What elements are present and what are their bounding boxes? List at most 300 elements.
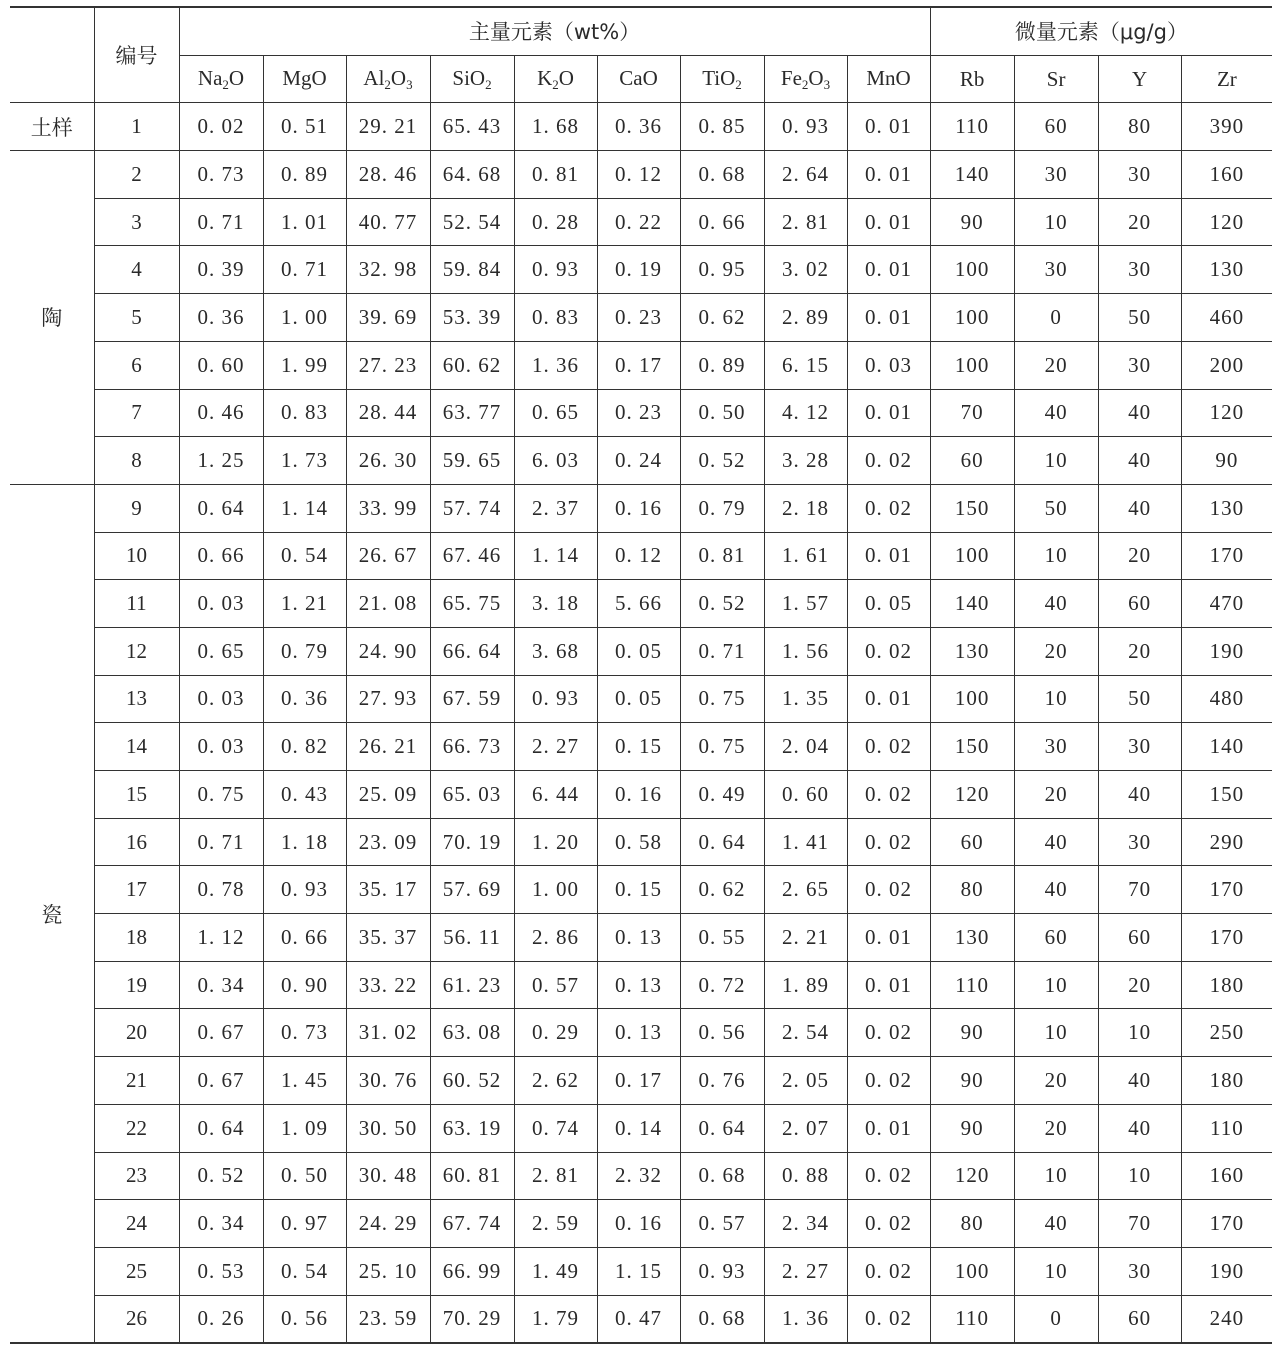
major-value-cell: 2. 21 — [764, 914, 847, 962]
major-value-cell: 0. 93 — [764, 103, 847, 151]
trace-value-cell: 10 — [1014, 1247, 1098, 1295]
trace-value-cell: 0 — [1014, 294, 1098, 342]
major-value-cell: 32. 98 — [346, 246, 430, 294]
trace-value-cell: 460 — [1181, 294, 1272, 342]
trace-value-cell: 40 — [1098, 771, 1181, 819]
trace-value-cell: 40 — [1014, 818, 1098, 866]
table-row — [10, 866, 1272, 914]
major-value-cell: 2. 81 — [514, 1152, 597, 1200]
table-row — [10, 437, 1272, 485]
major-value-cell: 0. 05 — [597, 627, 680, 675]
sample-id-cell: 7 — [94, 389, 179, 437]
major-value-cell: 0. 01 — [847, 389, 930, 437]
major-value-cell: 1. 21 — [263, 580, 346, 628]
major-value-cell: 2. 54 — [764, 1009, 847, 1057]
trace-value-cell: 60 — [1098, 1295, 1181, 1343]
major-value-cell: 1. 49 — [514, 1247, 597, 1295]
major-value-cell: 0. 02 — [847, 1200, 930, 1248]
major-value-cell: 0. 55 — [680, 914, 764, 962]
trace-value-cell: 10 — [1014, 532, 1098, 580]
major-value-cell: 1. 41 — [764, 818, 847, 866]
trace-value-cell: 20 — [1014, 1104, 1098, 1152]
column-header-trace: Sr — [1014, 55, 1098, 103]
major-value-cell: 0. 68 — [680, 1295, 764, 1343]
major-value-cell: 35. 17 — [346, 866, 430, 914]
major-value-cell: 0. 01 — [847, 961, 930, 1009]
major-value-cell: 63. 77 — [430, 389, 514, 437]
major-value-cell: 1. 79 — [514, 1295, 597, 1343]
major-value-cell: 0. 36 — [263, 675, 346, 723]
trace-value-cell: 190 — [1181, 1247, 1272, 1295]
major-value-cell: 0. 02 — [847, 1009, 930, 1057]
major-value-cell: 2. 65 — [764, 866, 847, 914]
major-value-cell: 0. 68 — [680, 1152, 764, 1200]
trace-value-cell: 10 — [1098, 1009, 1181, 1057]
major-value-cell: 2. 27 — [514, 723, 597, 771]
major-value-cell: 0. 60 — [179, 341, 263, 389]
trace-value-cell: 40 — [1098, 1057, 1181, 1105]
major-value-cell: 1. 35 — [764, 675, 847, 723]
major-value-cell: 60. 52 — [430, 1057, 514, 1105]
sample-id-cell: 18 — [94, 914, 179, 962]
trace-value-cell: 130 — [930, 914, 1014, 962]
trace-value-cell: 60 — [1098, 914, 1181, 962]
major-value-cell: 53. 39 — [430, 294, 514, 342]
major-value-cell: 64. 68 — [430, 151, 514, 199]
trace-value-cell: 40 — [1098, 1104, 1181, 1152]
composition-table — [10, 6, 1272, 1344]
major-value-cell: 2. 59 — [514, 1200, 597, 1248]
major-value-cell: 23. 59 — [346, 1295, 430, 1343]
major-value-cell: 0. 01 — [847, 103, 930, 151]
major-value-cell: 0. 13 — [597, 961, 680, 1009]
major-value-cell: 56. 11 — [430, 914, 514, 962]
major-value-cell: 33. 22 — [346, 961, 430, 1009]
major-value-cell: 0. 65 — [179, 627, 263, 675]
major-value-cell: 0. 15 — [597, 866, 680, 914]
major-value-cell: 0. 43 — [263, 771, 346, 819]
table-row — [10, 961, 1272, 1009]
trace-value-cell: 80 — [1098, 103, 1181, 151]
major-value-cell: 2. 05 — [764, 1057, 847, 1105]
major-value-cell: 0. 12 — [597, 532, 680, 580]
sample-id-cell: 16 — [94, 818, 179, 866]
major-value-cell: 0. 34 — [179, 961, 263, 1009]
major-value-cell: 6. 03 — [514, 437, 597, 485]
major-value-cell: 30. 76 — [346, 1057, 430, 1105]
major-value-cell: 67. 46 — [430, 532, 514, 580]
major-value-cell: 0. 60 — [764, 771, 847, 819]
trace-value-cell: 20 — [1014, 627, 1098, 675]
trace-value-cell: 170 — [1181, 866, 1272, 914]
major-value-cell: 1. 89 — [764, 961, 847, 1009]
trace-value-cell: 30 — [1098, 723, 1181, 771]
trace-value-cell: 70 — [1098, 1200, 1181, 1248]
sample-group-label: 土样 — [10, 103, 94, 151]
major-value-cell: 0. 73 — [179, 151, 263, 199]
major-value-cell: 66. 99 — [430, 1247, 514, 1295]
trace-value-cell: 70 — [1098, 866, 1181, 914]
table-row — [10, 1152, 1272, 1200]
major-value-cell: 0. 79 — [680, 484, 764, 532]
column-header-major: CaO — [597, 55, 680, 103]
trace-value-cell: 40 — [1014, 580, 1098, 628]
sample-id-cell: 12 — [94, 627, 179, 675]
major-value-cell: 1. 45 — [263, 1057, 346, 1105]
major-value-cell: 0. 53 — [179, 1247, 263, 1295]
major-value-cell: 0. 05 — [847, 580, 930, 628]
trace-value-cell: 120 — [930, 1152, 1014, 1200]
trace-value-cell: 150 — [930, 723, 1014, 771]
trace-value-cell: 70 — [930, 389, 1014, 437]
major-value-cell: 0. 85 — [680, 103, 764, 151]
major-value-cell: 0. 02 — [847, 627, 930, 675]
trace-value-cell: 100 — [930, 532, 1014, 580]
major-value-cell: 1. 09 — [263, 1104, 346, 1152]
table-row — [10, 341, 1272, 389]
trace-value-cell: 60 — [1098, 580, 1181, 628]
major-value-cell: 0. 01 — [847, 246, 930, 294]
major-value-cell: 70. 19 — [430, 818, 514, 866]
trace-value-cell: 250 — [1181, 1009, 1272, 1057]
major-value-cell: 0. 97 — [263, 1200, 346, 1248]
major-value-cell: 0. 17 — [597, 1057, 680, 1105]
major-value-cell: 0. 49 — [680, 771, 764, 819]
sample-id-cell: 22 — [94, 1104, 179, 1152]
table-row — [10, 246, 1272, 294]
trace-value-cell: 150 — [1181, 771, 1272, 819]
major-value-cell: 0. 01 — [847, 914, 930, 962]
table-row — [10, 627, 1272, 675]
trace-value-cell: 20 — [1098, 627, 1181, 675]
major-value-cell: 66. 73 — [430, 723, 514, 771]
major-value-cell: 0. 36 — [597, 103, 680, 151]
trace-value-cell: 10 — [1014, 1152, 1098, 1200]
trace-value-cell: 20 — [1098, 198, 1181, 246]
major-value-cell: 1. 01 — [263, 198, 346, 246]
table-row — [10, 1104, 1272, 1152]
sample-id-cell: 2 — [94, 151, 179, 199]
major-value-cell: 0. 05 — [597, 675, 680, 723]
major-value-cell: 0. 54 — [263, 1247, 346, 1295]
column-header-trace: Rb — [930, 55, 1014, 103]
trace-elements-header: 微量元素（μg/g） — [930, 7, 1272, 55]
sample-id-cell: 11 — [94, 580, 179, 628]
major-value-cell: 0. 81 — [680, 532, 764, 580]
major-value-cell: 26. 67 — [346, 532, 430, 580]
column-header-major: $K_2O$ — [514, 55, 597, 103]
trace-value-cell: 90 — [930, 1104, 1014, 1152]
sample-id-cell: 26 — [94, 1295, 179, 1343]
trace-value-cell: 30 — [1098, 1247, 1181, 1295]
major-value-cell: 0. 39 — [179, 246, 263, 294]
major-value-cell: 63. 08 — [430, 1009, 514, 1057]
trace-value-cell: 110 — [930, 1295, 1014, 1343]
major-value-cell: 0. 67 — [179, 1009, 263, 1057]
trace-value-cell: 10 — [1014, 1009, 1098, 1057]
major-value-cell: 0. 02 — [847, 437, 930, 485]
table-row — [10, 389, 1272, 437]
trace-value-cell: 110 — [1181, 1104, 1272, 1152]
trace-value-cell: 30 — [1014, 151, 1098, 199]
major-elements-header: 主量元素（wt%） — [179, 7, 930, 55]
major-value-cell: 65. 75 — [430, 580, 514, 628]
column-header-major: $Al_2O_3$ — [346, 55, 430, 103]
major-value-cell: 0. 46 — [179, 389, 263, 437]
trace-value-cell: 200 — [1181, 341, 1272, 389]
major-value-cell: 59. 84 — [430, 246, 514, 294]
major-value-cell: 25. 09 — [346, 771, 430, 819]
major-value-cell: 0. 23 — [597, 389, 680, 437]
trace-value-cell: 470 — [1181, 580, 1272, 628]
major-value-cell: 3. 68 — [514, 627, 597, 675]
major-value-cell: 0. 22 — [597, 198, 680, 246]
trace-value-cell: 110 — [930, 961, 1014, 1009]
major-value-cell: 28. 44 — [346, 389, 430, 437]
trace-value-cell: 290 — [1181, 818, 1272, 866]
column-header-trace: Zr — [1181, 55, 1272, 103]
major-value-cell: 0. 16 — [597, 771, 680, 819]
trace-value-cell: 80 — [930, 866, 1014, 914]
major-value-cell: 1. 99 — [263, 341, 346, 389]
major-value-cell: 23. 09 — [346, 818, 430, 866]
major-value-cell: 0. 62 — [680, 294, 764, 342]
major-value-cell: 0. 58 — [597, 818, 680, 866]
trace-value-cell: 10 — [1014, 961, 1098, 1009]
trace-value-cell: 100 — [930, 675, 1014, 723]
major-value-cell: 0. 51 — [263, 103, 346, 151]
trace-value-cell: 50 — [1098, 675, 1181, 723]
major-value-cell: 28. 46 — [346, 151, 430, 199]
trace-value-cell: 20 — [1014, 771, 1098, 819]
major-value-cell: 0. 50 — [680, 389, 764, 437]
major-value-cell: 0. 83 — [263, 389, 346, 437]
major-value-cell: 0. 02 — [847, 866, 930, 914]
trace-value-cell: 90 — [930, 1057, 1014, 1105]
major-value-cell: 0. 95 — [680, 246, 764, 294]
major-value-cell: 0. 12 — [597, 151, 680, 199]
major-value-cell: 0. 71 — [179, 198, 263, 246]
major-value-cell: 0. 93 — [514, 246, 597, 294]
trace-value-cell: 120 — [1181, 389, 1272, 437]
sample-id-cell: 20 — [94, 1009, 179, 1057]
major-value-cell: 30. 50 — [346, 1104, 430, 1152]
major-value-cell: 0. 50 — [263, 1152, 346, 1200]
major-value-cell: 24. 90 — [346, 627, 430, 675]
trace-value-cell: 100 — [930, 1247, 1014, 1295]
trace-value-cell: 60 — [1014, 103, 1098, 151]
trace-value-cell: 140 — [930, 151, 1014, 199]
major-value-cell: 1. 14 — [514, 532, 597, 580]
major-value-cell: 0. 79 — [263, 627, 346, 675]
trace-value-cell: 150 — [930, 484, 1014, 532]
trace-value-cell: 30 — [1098, 246, 1181, 294]
major-value-cell: 0. 03 — [179, 675, 263, 723]
major-value-cell: 1. 00 — [514, 866, 597, 914]
major-value-cell: 2. 07 — [764, 1104, 847, 1152]
corner-cell — [10, 7, 94, 103]
major-value-cell: 70. 29 — [430, 1295, 514, 1343]
major-value-cell: 0. 02 — [847, 771, 930, 819]
table-row — [10, 198, 1272, 246]
column-header-major: MnO — [847, 55, 930, 103]
trace-value-cell: 160 — [1181, 151, 1272, 199]
major-value-cell: 1. 73 — [263, 437, 346, 485]
major-value-cell: 0. 64 — [680, 818, 764, 866]
major-value-cell: 0. 02 — [847, 723, 930, 771]
trace-value-cell: 30 — [1098, 818, 1181, 866]
trace-value-cell: 130 — [1181, 246, 1272, 294]
table-row — [10, 1057, 1272, 1105]
major-value-cell: 0. 72 — [680, 961, 764, 1009]
major-value-cell: 0. 13 — [597, 914, 680, 962]
major-value-cell: 0. 28 — [514, 198, 597, 246]
trace-value-cell: 40 — [1014, 389, 1098, 437]
major-value-cell: 0. 19 — [597, 246, 680, 294]
major-value-cell: 63. 19 — [430, 1104, 514, 1152]
major-value-cell: 6. 44 — [514, 771, 597, 819]
major-value-cell: 31. 02 — [346, 1009, 430, 1057]
header-row-columns — [10, 55, 1272, 103]
major-value-cell: 3. 02 — [764, 246, 847, 294]
table-row — [10, 1295, 1272, 1343]
sample-id-cell: 5 — [94, 294, 179, 342]
major-value-cell: 4. 12 — [764, 389, 847, 437]
major-value-cell: 1. 00 — [263, 294, 346, 342]
major-value-cell: 0. 14 — [597, 1104, 680, 1152]
major-value-cell: 0. 29 — [514, 1009, 597, 1057]
trace-value-cell: 100 — [930, 341, 1014, 389]
major-value-cell: 2. 34 — [764, 1200, 847, 1248]
major-value-cell: 35. 37 — [346, 914, 430, 962]
major-value-cell: 0. 02 — [179, 103, 263, 151]
trace-value-cell: 20 — [1098, 532, 1181, 580]
table-row — [10, 1247, 1272, 1295]
sample-group-label: 陶 — [10, 151, 94, 485]
major-value-cell: 0. 16 — [597, 1200, 680, 1248]
column-header-major: $Fe_2O_3$ — [764, 55, 847, 103]
sample-id-cell: 9 — [94, 484, 179, 532]
trace-value-cell: 10 — [1014, 437, 1098, 485]
trace-value-cell: 180 — [1181, 1057, 1272, 1105]
table-row — [10, 818, 1272, 866]
major-value-cell: 0. 81 — [514, 151, 597, 199]
table-row — [10, 914, 1272, 962]
trace-value-cell: 100 — [930, 246, 1014, 294]
major-value-cell: 60. 81 — [430, 1152, 514, 1200]
trace-value-cell: 30 — [1098, 151, 1181, 199]
trace-value-cell: 180 — [1181, 961, 1272, 1009]
major-value-cell: 0. 16 — [597, 484, 680, 532]
trace-value-cell: 170 — [1181, 1200, 1272, 1248]
sample-id-cell: 10 — [94, 532, 179, 580]
major-value-cell: 2. 64 — [764, 151, 847, 199]
major-value-cell: 5. 66 — [597, 580, 680, 628]
major-value-cell: 52. 54 — [430, 198, 514, 246]
major-value-cell: 0. 02 — [847, 1152, 930, 1200]
trace-value-cell: 40 — [1098, 389, 1181, 437]
trace-value-cell: 20 — [1014, 1057, 1098, 1105]
major-value-cell: 0. 75 — [179, 771, 263, 819]
major-value-cell: 0. 02 — [847, 1247, 930, 1295]
major-value-cell: 27. 23 — [346, 341, 430, 389]
table-row — [10, 580, 1272, 628]
major-value-cell: 1. 36 — [514, 341, 597, 389]
major-value-cell: 0. 23 — [597, 294, 680, 342]
major-value-cell: 0. 01 — [847, 675, 930, 723]
trace-value-cell: 80 — [930, 1200, 1014, 1248]
trace-value-cell: 30 — [1014, 723, 1098, 771]
major-value-cell: 0. 71 — [263, 246, 346, 294]
major-value-cell: 1. 15 — [597, 1247, 680, 1295]
major-value-cell: 67. 74 — [430, 1200, 514, 1248]
major-value-cell: 0. 71 — [680, 627, 764, 675]
major-value-cell: 25. 10 — [346, 1247, 430, 1295]
major-value-cell: 0. 03 — [179, 723, 263, 771]
major-value-cell: 40. 77 — [346, 198, 430, 246]
major-value-cell: 3. 18 — [514, 580, 597, 628]
major-value-cell: 61. 23 — [430, 961, 514, 1009]
major-value-cell: 0. 52 — [680, 580, 764, 628]
major-value-cell: 0. 56 — [680, 1009, 764, 1057]
major-value-cell: 2. 62 — [514, 1057, 597, 1105]
trace-value-cell: 50 — [1014, 484, 1098, 532]
trace-value-cell: 40 — [1098, 437, 1181, 485]
trace-value-cell: 120 — [1181, 198, 1272, 246]
major-value-cell: 0. 65 — [514, 389, 597, 437]
major-value-cell: 0. 74 — [514, 1104, 597, 1152]
major-value-cell: 2. 37 — [514, 484, 597, 532]
major-value-cell: 0. 62 — [680, 866, 764, 914]
major-value-cell: 0. 02 — [847, 818, 930, 866]
major-value-cell: 2. 86 — [514, 914, 597, 962]
table-row — [10, 675, 1272, 723]
major-value-cell: 0. 03 — [847, 341, 930, 389]
major-value-cell: 30. 48 — [346, 1152, 430, 1200]
major-value-cell: 0. 73 — [263, 1009, 346, 1057]
major-value-cell: 1. 14 — [263, 484, 346, 532]
major-value-cell: 0. 66 — [179, 532, 263, 580]
trace-value-cell: 130 — [1181, 484, 1272, 532]
major-value-cell: 1. 57 — [764, 580, 847, 628]
table-row — [10, 1009, 1272, 1057]
trace-value-cell: 50 — [1098, 294, 1181, 342]
major-value-cell: 0. 52 — [179, 1152, 263, 1200]
major-value-cell: 0. 56 — [263, 1295, 346, 1343]
column-header-major: TiO$_2$ — [680, 55, 764, 103]
trace-value-cell: 60 — [1014, 914, 1098, 962]
major-value-cell: 2. 18 — [764, 484, 847, 532]
major-value-cell: 24. 29 — [346, 1200, 430, 1248]
major-value-cell: 0. 01 — [847, 532, 930, 580]
major-value-cell: 2. 27 — [764, 1247, 847, 1295]
major-value-cell: 1. 25 — [179, 437, 263, 485]
sample-group-label: 瓷 — [10, 484, 94, 1343]
major-value-cell: 65. 03 — [430, 771, 514, 819]
major-value-cell: 2. 04 — [764, 723, 847, 771]
trace-value-cell: 20 — [1098, 961, 1181, 1009]
table-row — [10, 771, 1272, 819]
major-value-cell: 0. 66 — [680, 198, 764, 246]
major-value-cell: 59. 65 — [430, 437, 514, 485]
major-value-cell: 57. 69 — [430, 866, 514, 914]
trace-value-cell: 170 — [1181, 532, 1272, 580]
trace-value-cell: 0 — [1014, 1295, 1098, 1343]
major-value-cell: 0. 75 — [680, 675, 764, 723]
major-value-cell: 0. 78 — [179, 866, 263, 914]
major-value-cell: 0. 03 — [179, 580, 263, 628]
major-value-cell: 3. 28 — [764, 437, 847, 485]
